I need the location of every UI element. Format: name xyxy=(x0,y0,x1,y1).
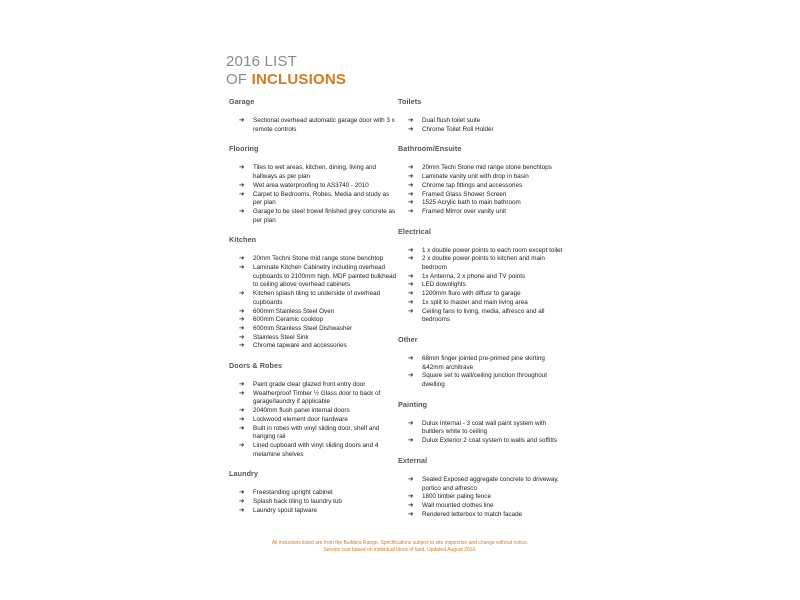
list-item-text: 2040mm flush panel internal doors xyxy=(253,407,350,415)
list-item-text: Framed Mirror over vanity unit xyxy=(422,207,506,215)
list-item-text: Framed Glass Shower Screen xyxy=(422,190,507,198)
arrow-bullet-icon: ➔ xyxy=(408,207,414,215)
title-prefix: OF xyxy=(226,71,252,88)
arrow-bullet-icon: ➔ xyxy=(408,125,414,133)
arrow-bullet-icon: ➔ xyxy=(239,307,245,315)
list-item-text: 1x split to master and main living area xyxy=(422,298,528,306)
arrow-bullet-icon: ➔ xyxy=(408,437,414,445)
list-item xyxy=(408,420,568,437)
arrow-bullet-icon: ➔ xyxy=(408,510,414,518)
list-item xyxy=(408,437,568,446)
list-item xyxy=(239,255,399,264)
section-toilets xyxy=(398,97,568,134)
list-item-text: Laminate Kitchen Cabinetry including overhead cupboards to 2100mm high, MDF painted bulkhead to ceiling above overhead cabinets xyxy=(253,264,397,289)
inclusion-list xyxy=(229,255,399,351)
arrow-bullet-icon: ➔ xyxy=(239,316,245,324)
arrow-bullet-icon: ➔ xyxy=(239,506,245,514)
list-item-text: Lockwood element door hardware xyxy=(253,415,348,423)
arrow-bullet-icon: ➔ xyxy=(239,255,245,263)
list-item-text: 1800 timber paling fence xyxy=(422,493,491,501)
list-item xyxy=(408,290,568,299)
arrow-bullet-icon: ➔ xyxy=(408,199,414,207)
list-item xyxy=(408,199,568,208)
arrow-bullet-icon: ➔ xyxy=(239,498,245,506)
list-item xyxy=(239,290,399,307)
list-item xyxy=(239,316,399,325)
list-item-text: 1200mm fluro with diffusr to garage xyxy=(422,290,521,298)
list-item-text: Stainless Steel Sink xyxy=(253,333,309,341)
list-item xyxy=(408,476,568,493)
list-item xyxy=(239,416,399,425)
list-item xyxy=(239,208,399,225)
list-item xyxy=(408,273,568,282)
arrow-bullet-icon: ➔ xyxy=(408,419,414,427)
list-item-text: Lined cupboard with vinyl sliding doors and 4 melamine shelves xyxy=(253,441,379,458)
inclusion-list xyxy=(398,420,568,446)
list-item-text: 600mm Ceramic cooktop xyxy=(253,316,323,324)
list-item xyxy=(408,247,568,256)
inclusion-list xyxy=(398,355,568,390)
list-item xyxy=(408,164,568,173)
section-heading: Electrical xyxy=(398,226,431,236)
list-item-text: Built in robes with vinyl sliding door, shelf and hanging rail xyxy=(253,424,380,441)
list-item-text: Sectional overhead automatic garage door with 3 x remote controls xyxy=(253,117,395,133)
list-item xyxy=(408,355,568,372)
list-item-text: LED downlights xyxy=(422,281,466,289)
list-item xyxy=(408,281,568,290)
section-heading: Other xyxy=(398,334,418,344)
arrow-bullet-icon: ➔ xyxy=(408,475,414,483)
arrow-bullet-icon: ➔ xyxy=(408,190,414,198)
section-heading: Painting xyxy=(398,399,428,409)
list-item-text: Kitchen splash tiling to underside of overhead cupboards xyxy=(253,290,381,306)
section-external xyxy=(398,456,568,520)
section-painting xyxy=(398,400,568,446)
section-other xyxy=(398,335,568,390)
arrow-bullet-icon: ➔ xyxy=(239,333,245,341)
list-item xyxy=(239,264,399,290)
section-electrical xyxy=(398,227,568,325)
section-heading: Flooring xyxy=(229,144,259,154)
arrow-bullet-icon: ➔ xyxy=(239,489,245,497)
list-item-text: Wet area waterproofing to AS3740 - 2010 xyxy=(253,181,369,189)
list-item-text: Square set to wall/ceiling junction throughout dwelling xyxy=(422,372,547,389)
arrow-bullet-icon: ➔ xyxy=(239,264,245,272)
list-item-text: Carpet to Bedrooms, Robes, Media and study as per plan xyxy=(253,190,390,207)
list-item xyxy=(239,342,399,351)
arrow-bullet-icon: ➔ xyxy=(239,407,245,415)
list-item xyxy=(239,334,399,343)
list-item-text: 1525 Acrylic bath to main bathroom xyxy=(422,199,521,207)
list-item xyxy=(408,502,568,511)
inclusion-list xyxy=(398,117,568,134)
arrow-bullet-icon: ➔ xyxy=(239,181,245,189)
list-item-text: Sealed Exposed aggregate concrete to driveway, portico and alfresco xyxy=(422,475,559,492)
arrow-bullet-icon: ➔ xyxy=(408,372,414,380)
list-item-text: 20mm Techi Stone mid range stone benchtops xyxy=(422,164,552,172)
list-item xyxy=(408,511,568,520)
list-item-text: Splash back tiling to laundry tub xyxy=(253,498,342,506)
list-item xyxy=(408,182,568,191)
list-item-text: Dulux Internal - 3 coat wall paint system with builders white to ceiling xyxy=(422,419,547,436)
list-item-text: 600mm Stainless Steel Dishwasher xyxy=(253,324,353,332)
inclusion-list xyxy=(229,117,399,134)
list-item-text: 2 x double power points to kitchen and main bedroom xyxy=(422,255,545,272)
list-item-text: Chrome tap fittings and accessories xyxy=(422,181,523,189)
arrow-bullet-icon: ➔ xyxy=(408,501,414,509)
section-heading: Doors & Robes xyxy=(229,361,283,371)
title-line-1: 2016 LIST xyxy=(226,53,298,70)
inclusion-list xyxy=(229,164,399,225)
document-title xyxy=(226,54,346,88)
section-heading: Garage xyxy=(229,97,255,106)
footer-disclaimer xyxy=(200,540,600,554)
arrow-bullet-icon: ➔ xyxy=(408,307,414,315)
arrow-bullet-icon: ➔ xyxy=(408,281,414,289)
list-item xyxy=(408,299,568,308)
list-item xyxy=(408,208,568,217)
section-flooring xyxy=(229,144,399,225)
list-item-text: 600mm Stainless Steel Oven xyxy=(253,307,335,315)
list-item-text: Rendered letterbox to match facade xyxy=(422,510,523,518)
list-item-text: 1x Antenna, 2 x phone and TV points xyxy=(422,272,526,280)
list-item-text: Laundry spout tapware xyxy=(253,506,318,514)
list-item-text: Garage to be steel trowel finished grey concrete as per plan xyxy=(253,207,396,224)
list-item-text: 1 x double power points to each room except toilet xyxy=(422,246,563,254)
section-heading: Toilets xyxy=(398,97,422,106)
right-column xyxy=(398,97,568,529)
arrow-bullet-icon: ➔ xyxy=(408,272,414,280)
list-item xyxy=(408,493,568,502)
list-item xyxy=(239,390,399,407)
arrow-bullet-icon: ➔ xyxy=(408,290,414,298)
arrow-bullet-icon: ➔ xyxy=(408,255,414,263)
arrow-bullet-icon: ➔ xyxy=(239,415,245,423)
list-item xyxy=(239,164,399,181)
arrow-bullet-icon: ➔ xyxy=(239,342,245,350)
arrow-bullet-icon: ➔ xyxy=(239,290,245,298)
list-item xyxy=(408,372,568,389)
arrow-bullet-icon: ➔ xyxy=(408,298,414,306)
list-item xyxy=(239,325,399,334)
arrow-bullet-icon: ➔ xyxy=(239,190,245,198)
list-item xyxy=(239,407,399,416)
list-item xyxy=(408,173,568,182)
list-item-text: Chrome Toilet Roll Holder xyxy=(422,125,494,133)
arrow-bullet-icon: ➔ xyxy=(239,117,245,124)
arrow-bullet-icon: ➔ xyxy=(408,117,414,124)
arrow-bullet-icon: ➔ xyxy=(239,441,245,449)
list-item-text: Paint grade clear glazed front entry door xyxy=(253,381,366,389)
arrow-bullet-icon: ➔ xyxy=(239,207,245,215)
section-doors-robes xyxy=(229,361,399,459)
list-item xyxy=(239,381,399,390)
list-item-text: Tiles to wet areas, kitchen, dining, living and hallways as per plan xyxy=(253,164,376,181)
list-item xyxy=(239,191,399,208)
left-column xyxy=(229,97,399,526)
inclusion-list xyxy=(398,164,568,216)
section-bathroom-ensuite xyxy=(398,144,568,216)
footer-line-2: Service cost based on individual block of land. Updated August 2016. xyxy=(323,547,477,553)
title-accent: INCLUSIONS xyxy=(251,71,347,88)
section-heading: Laundry xyxy=(229,469,259,479)
section-heading: Kitchen xyxy=(229,235,257,245)
list-item xyxy=(408,255,568,272)
list-item xyxy=(239,182,399,191)
title-line-2 xyxy=(226,72,346,88)
list-item xyxy=(408,308,568,325)
list-item-text: Dulux Exterior 2 coat system to walls and soffitts xyxy=(422,437,557,445)
list-item xyxy=(408,191,568,200)
list-item xyxy=(239,117,399,134)
inclusion-list xyxy=(398,247,568,325)
arrow-bullet-icon: ➔ xyxy=(408,354,414,362)
arrow-bullet-icon: ➔ xyxy=(239,389,245,397)
list-item-text: Dual flush toilet suite xyxy=(422,117,481,124)
list-item xyxy=(239,308,399,317)
arrow-bullet-icon: ➔ xyxy=(239,381,245,389)
list-item xyxy=(239,442,399,459)
arrow-bullet-icon: ➔ xyxy=(408,246,414,254)
list-item xyxy=(239,498,399,507)
list-item xyxy=(239,425,399,442)
list-item xyxy=(239,489,399,498)
list-item-text: Wall mounted clothes line xyxy=(422,501,494,509)
arrow-bullet-icon: ➔ xyxy=(408,181,414,189)
section-heading: External xyxy=(398,455,428,465)
section-heading: Bathroom/Ensuite xyxy=(398,144,462,154)
arrow-bullet-icon: ➔ xyxy=(408,493,414,501)
inclusion-list xyxy=(229,381,399,459)
section-garage xyxy=(229,97,399,134)
list-item-text: Weatherproof Timber ½ Glass door to back of garage/laundry if applicable xyxy=(253,389,381,406)
list-item-text: Freestanding upright cabinet xyxy=(253,489,333,497)
list-item xyxy=(408,126,568,135)
list-item-text: Ceiling fans to living, media, alfresco and all bedrooms xyxy=(422,307,545,324)
inclusion-list xyxy=(229,489,399,515)
section-kitchen xyxy=(229,235,399,351)
inclusion-list xyxy=(398,476,568,520)
arrow-bullet-icon: ➔ xyxy=(239,324,245,332)
section-laundry xyxy=(229,469,399,515)
arrow-bullet-icon: ➔ xyxy=(239,424,245,432)
footer-line-1: All inclusions listed are from the Builders Range. Specifications subject to site inspection and change without notice. xyxy=(271,540,529,546)
list-item-text: 20mm Techni Stone mid range stone benchtop xyxy=(253,255,384,263)
list-item-text: 68mm finger jointed pre-primed pine skirting &42mm architrave xyxy=(422,354,545,371)
arrow-bullet-icon: ➔ xyxy=(239,164,245,172)
list-item xyxy=(408,117,568,126)
arrow-bullet-icon: ➔ xyxy=(408,164,414,172)
list-item-text: Chrome tapware and accessories xyxy=(253,342,347,350)
arrow-bullet-icon: ➔ xyxy=(408,173,414,181)
list-item-text: Laminate vanity unit with drop in basin xyxy=(422,173,529,181)
list-item xyxy=(239,507,399,516)
